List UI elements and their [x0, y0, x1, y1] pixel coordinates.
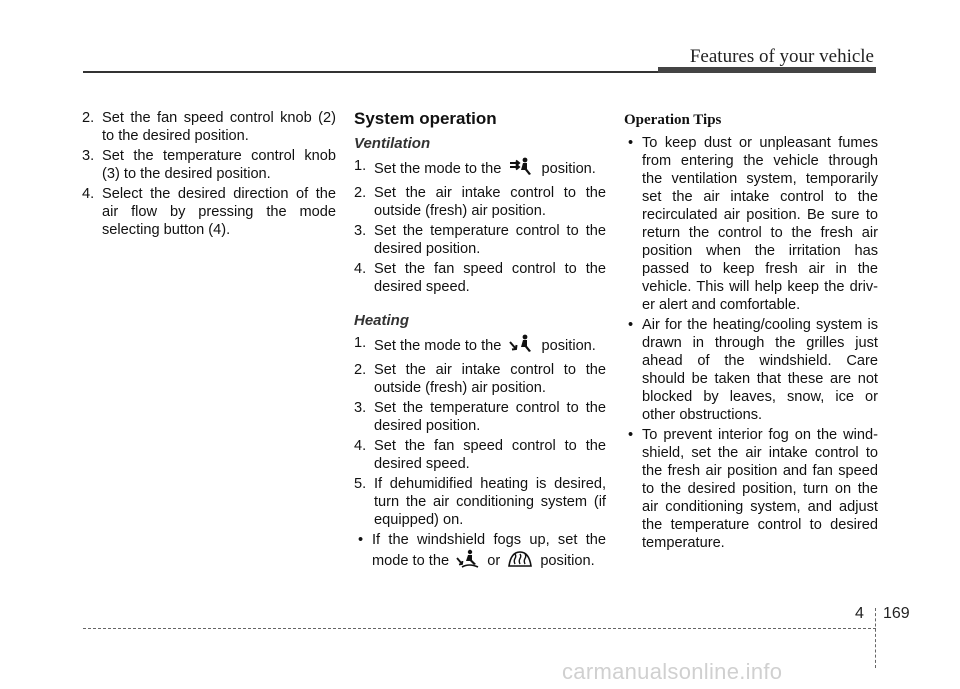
footer-rule: [83, 628, 876, 629]
list-item: [82, 185, 336, 239]
list-item: [354, 334, 606, 359]
list-item: [354, 361, 606, 397]
column-right: [624, 109, 878, 554]
item-number: 1.: [354, 335, 367, 351]
item-text: If dehumidified heating is desired, turn the air conditioning system (if equipped) on.: [374, 476, 606, 528]
item-text: Air for the heating/cooling system is drawn in through the grilles just ahead of the windshield. Care should be taken that these are not blocked by leaves, snow, ice or other obstructions.: [642, 317, 878, 423]
item-text: Set the fan speed control knob (2) to the desired position.: [102, 110, 336, 144]
list-item: [82, 109, 336, 145]
item-number: 5.: [354, 476, 367, 492]
column-left: [82, 109, 336, 241]
column-middle: [354, 109, 606, 576]
item-number: 4.: [354, 261, 367, 277]
heating-title: Heating: [354, 312, 410, 329]
item-text: If the windshield fogs up, set the mode to the: [372, 532, 606, 569]
item-text: To prevent interior fog on the wind-shield, set the air intake control to the fresh air position and fan speed to the desired position, turn on the air conditioning system, and adjust the temperature control to desired temperature.: [642, 427, 878, 551]
list-item: [354, 399, 606, 435]
list-item: [354, 260, 606, 296]
item-text: Set the temperature control knob (3) to the desired position.: [102, 148, 336, 182]
bullet-item: [624, 134, 878, 314]
item-number: 3.: [354, 223, 367, 239]
floor-defrost-icon: [456, 549, 480, 574]
item-number: 3.: [82, 148, 95, 164]
list-item: [354, 437, 606, 473]
item-text: Set the mode to the: [374, 338, 502, 354]
watermark-text: carmanualsonline.info: [562, 659, 783, 684]
item-text: Set the fan speed control to the desired speed.: [374, 438, 606, 472]
item-number: 2.: [354, 362, 367, 378]
item-number: 4.: [354, 438, 367, 454]
section-header-title: Features of your vehicle: [689, 46, 874, 67]
bullet-dot: •: [628, 135, 634, 151]
page-number: 169: [883, 605, 910, 622]
face-vent-icon: [508, 157, 534, 182]
item-text: position.: [541, 338, 596, 354]
bullet-item: [354, 531, 606, 574]
item-number: 2.: [354, 185, 367, 201]
item-text: Select the desired direction of the air flow by pressing the mode selecting button (4).: [102, 186, 336, 238]
bullet-dot: •: [628, 427, 634, 443]
operation-tips-title: Operation Tips: [624, 112, 722, 128]
ventilation-title: Ventilation: [354, 135, 431, 152]
item-text: Set the temperature control to the desired position.: [374, 400, 606, 434]
item-text: or: [487, 553, 501, 569]
list-item: [82, 147, 336, 183]
floor-vent-icon: [508, 334, 534, 359]
bullet-dot: •: [358, 532, 364, 548]
list-item: [354, 184, 606, 220]
list-item: [354, 475, 606, 529]
list-item: [354, 222, 606, 258]
bullet-dot: •: [628, 317, 634, 333]
item-text: Set the fan speed control to the desired speed.: [374, 261, 606, 295]
chapter-number: 4: [855, 605, 864, 622]
footer-divider: [875, 608, 876, 668]
item-number: 3.: [354, 400, 367, 416]
item-text: Set the mode to the: [374, 161, 502, 177]
section-title: System operation: [354, 109, 497, 128]
item-number: 1.: [354, 158, 367, 174]
item-text: To keep dust or unpleasant fumes from entering the vehicle through the ventilation system, temporarily set the air intake control to the recirculated air position. Be sure to return the control to the fresh air position when the irritation has passed to keep fresh air in the vehicle. This will help keep the driv-er alert and comfortable.: [642, 135, 878, 313]
item-text: Set the temperature control to the desired position.: [374, 223, 606, 257]
bullet-item: [624, 316, 878, 424]
item-text: Set the air intake control to the outside (fresh) air position.: [374, 185, 606, 219]
item-text: Set the air intake control to the outside (fresh) air position.: [374, 362, 606, 396]
bullet-item: [624, 426, 878, 552]
item-number: 4.: [82, 186, 95, 202]
item-text: position.: [541, 161, 596, 177]
header-rule-accent: [658, 67, 876, 73]
defrost-icon: [507, 549, 533, 574]
item-number: 2.: [82, 110, 95, 126]
list-item: [354, 157, 606, 182]
item-text: position.: [540, 553, 595, 569]
